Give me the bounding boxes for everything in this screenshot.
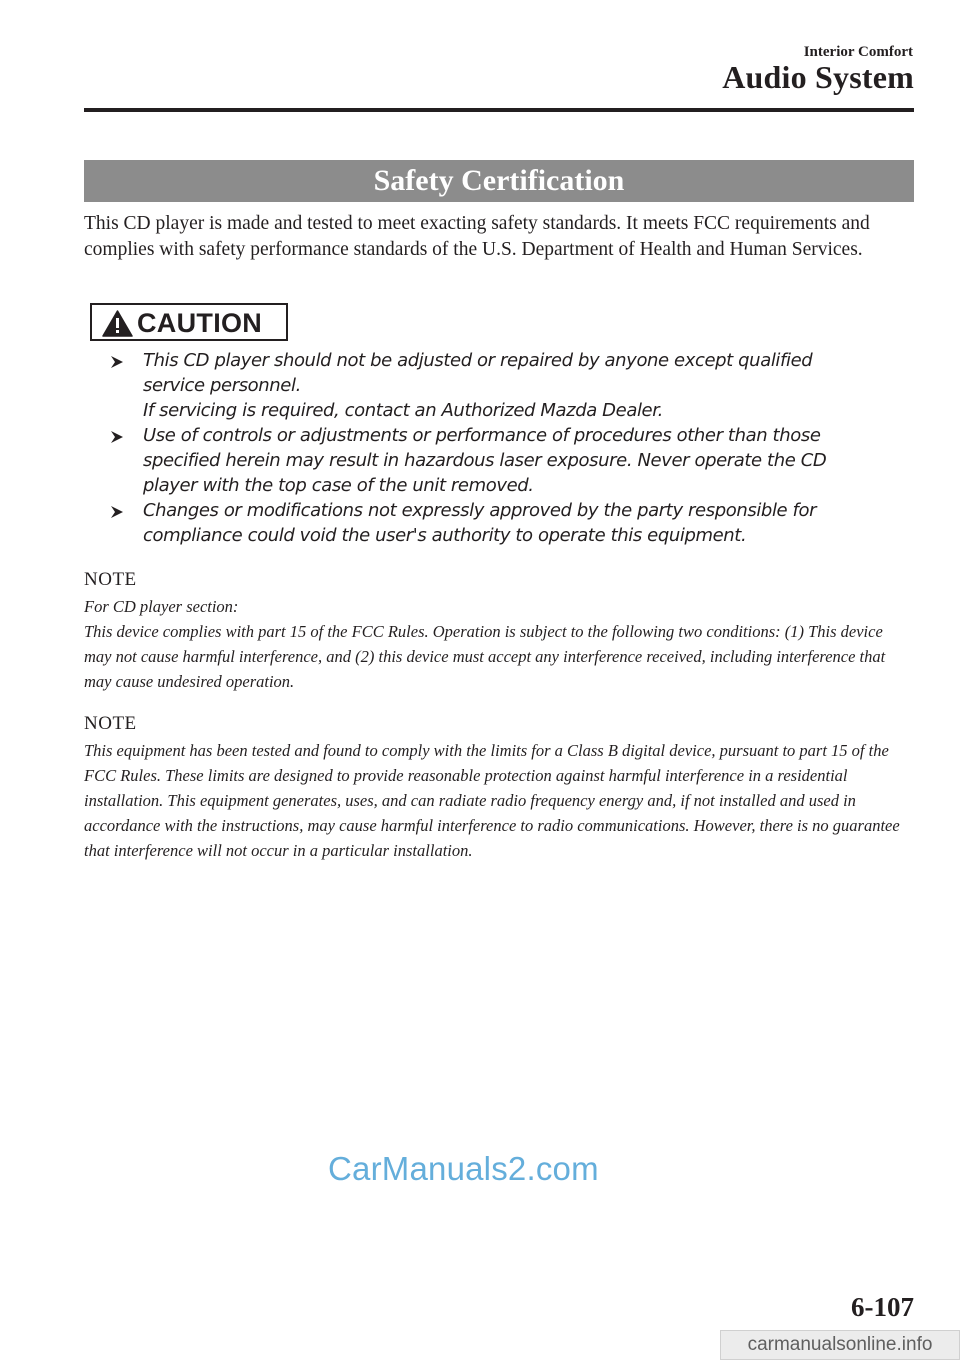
caution-item-line: specified herein may result in hazardous laser exposure. Never operate the CD — [143, 450, 827, 471]
caution-item — [110, 423, 910, 498]
note-subheading: For CD player section: — [84, 597, 239, 616]
caution-item — [110, 348, 910, 423]
intro-paragraph: This CD player is made and tested to meet exacting safety standards. It meets FCC requirements and complies with safety performance standards of the U.S. Department of Health and Human Services. — [84, 213, 870, 260]
caution-list — [110, 348, 910, 548]
caution-label: CAUTION — [137, 308, 263, 338]
caution-item-line: player with the top case of the unit removed. — [143, 475, 534, 496]
caution-item-line: service personnel. — [143, 375, 301, 396]
watermark: CarManuals2.com — [328, 1150, 599, 1187]
note-body: This device complies with part 15 of the FCC Rules. Operation is subject to the following two conditions: (1) This device may not cause harmful interference, and (2) this device must accept any interference received, including interference that may cause undesired operation. — [84, 622, 886, 691]
warning-triangle-icon — [102, 310, 133, 337]
running-header-chapter: Audio System — [722, 59, 914, 95]
section-title: Safety Certification — [84, 160, 914, 202]
note-heading: NOTE — [84, 713, 137, 734]
caution-item-line: This CD player should not be adjusted or repaired by anyone except qualified — [143, 350, 813, 371]
note-block — [84, 712, 904, 863]
footer-site-link[interactable]: carmanualsonline.info — [720, 1330, 960, 1360]
caution-item — [110, 498, 910, 548]
arrow-bullet-icon — [110, 430, 124, 444]
note-block — [84, 568, 904, 694]
arrow-bullet-icon — [110, 505, 124, 519]
caution-item-line: Use of controls or adjustments or performance of procedures other than those — [143, 425, 821, 446]
caution-item-line: If servicing is required, contact an Authorized Mazda Dealer. — [143, 400, 663, 421]
caution-item-line: compliance could void the user's authority to operate this equipment. — [143, 525, 747, 546]
page-number: 6-107 — [851, 1292, 914, 1322]
running-header-section: Interior Comfort — [803, 44, 913, 60]
caution-item-line: Changes or modifications not expressly approved by the party responsible for — [143, 500, 817, 521]
note-body: This equipment has been tested and found to comply with the limits for a Class B digital device, pursuant to part 15 of the FCC Rules. These limits are designed to provide reasonable protection against harmful interference in a residential installation. This equipment generates, uses, and can radiate radio frequency energy and, if not installed and used in accordance with the instructions, may cause harmful interference to radio communications. However, there is no guarantee that interference will not occur in a particular installation. — [84, 741, 900, 860]
note-heading: NOTE — [84, 569, 137, 590]
caution-box — [90, 303, 288, 341]
header-rule — [84, 108, 914, 112]
arrow-bullet-icon — [110, 355, 124, 369]
